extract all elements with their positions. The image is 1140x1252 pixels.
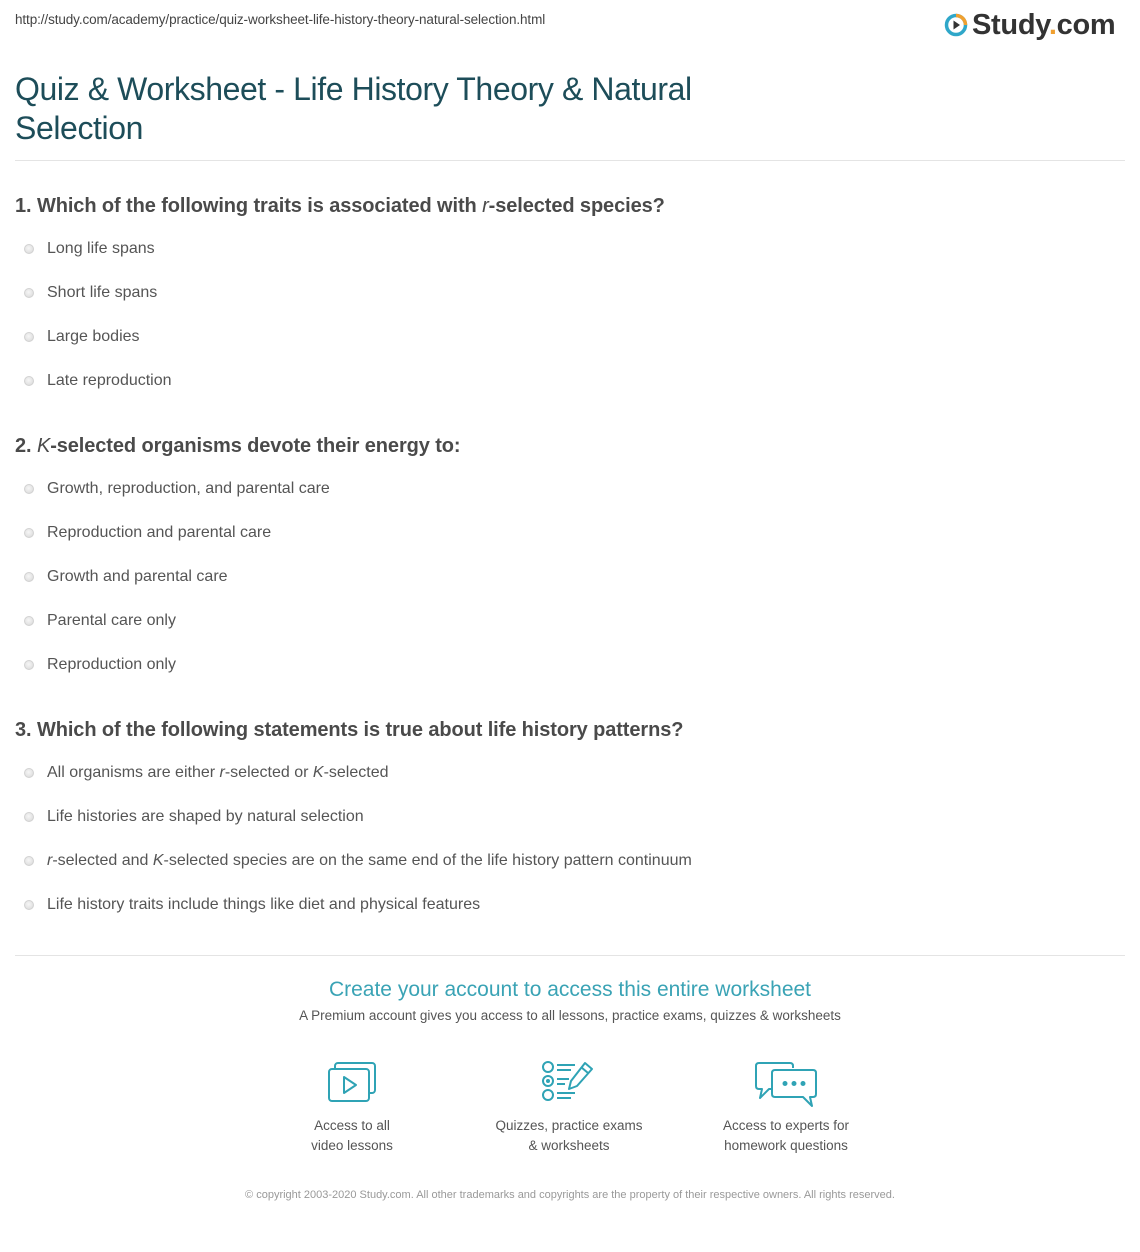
radio-button[interactable]: [24, 288, 34, 298]
answer-option[interactable]: Long life spans: [15, 227, 665, 271]
radio-button[interactable]: [24, 332, 34, 342]
answer-option[interactable]: Reproduction only: [15, 643, 460, 687]
answer-option[interactable]: Reproduction and parental care: [15, 511, 460, 555]
video-lessons-icon: [326, 1060, 378, 1106]
question-text: 3. Which of the following statements is true about life history patterns?: [15, 719, 684, 741]
answer-option[interactable]: Life history traits include things like diet and physical features: [15, 883, 692, 927]
question-text: 2. K-selected organisms devote their energy to:: [15, 435, 461, 457]
cta-divider: [15, 955, 1125, 956]
answer-option[interactable]: Growth, reproduction, and parental care: [15, 467, 460, 511]
cta-subtitle: A Premium account gives you access to all lessons, practice exams, quizzes & worksheets: [299, 1008, 841, 1023]
feature-experts: Access to experts for homework questions: [686, 1060, 886, 1156]
answer-option[interactable]: r-selected and K-selected species are on the same end of the life history pattern continuum: [15, 839, 692, 883]
radio-button[interactable]: [24, 812, 34, 822]
copyright-footer: © copyright 2003-2020 Study.com. All other trademarks and copyrights are the property of their respective owners. All rights reserved.: [245, 1189, 895, 1201]
study-logo[interactable]: [944, 9, 1115, 41]
radio-button[interactable]: [24, 856, 34, 866]
answer-option[interactable]: Life histories are shaped by natural selection: [15, 795, 692, 839]
quiz-checklist-icon: [541, 1060, 597, 1106]
answer-option[interactable]: Short life spans: [15, 271, 665, 315]
question-text: 1. Which of the following traits is associated with r-selected species?: [15, 195, 665, 217]
question-3: [15, 718, 692, 927]
radio-button[interactable]: [24, 768, 34, 778]
radio-button[interactable]: [24, 900, 34, 910]
answer-option[interactable]: Growth and parental care: [15, 555, 460, 599]
answer-option[interactable]: Late reproduction: [15, 359, 665, 403]
answer-option[interactable]: Parental care only: [15, 599, 460, 643]
question-2: [15, 434, 460, 687]
radio-button[interactable]: [24, 244, 34, 254]
title-divider: [15, 160, 1125, 161]
answer-option[interactable]: Large bodies: [15, 315, 665, 359]
page-title: Quiz & Worksheet - Life History Theory & Natural Selection: [15, 71, 692, 146]
logo-wordmark: Study.com: [972, 8, 1116, 41]
radio-button[interactable]: [24, 572, 34, 582]
play-circle-icon: [944, 13, 968, 37]
radio-button[interactable]: [24, 376, 34, 386]
radio-button[interactable]: [24, 660, 34, 670]
page-url: http://study.com/academy/practice/quiz-worksheet-life-history-theory-natural-selection.html: [15, 12, 546, 27]
chat-bubbles-icon: [754, 1060, 818, 1110]
feature-video-lessons: Access to all video lessons: [252, 1060, 452, 1156]
question-1: [15, 194, 665, 403]
answer-option[interactable]: All organisms are either r-selected or K-selected: [15, 751, 692, 795]
radio-button[interactable]: [24, 616, 34, 626]
feature-quizzes: Quizzes, practice exams & worksheets: [469, 1060, 669, 1156]
radio-button[interactable]: [24, 528, 34, 538]
radio-button[interactable]: [24, 484, 34, 494]
create-account-link[interactable]: Create your account to access this entire worksheet: [328, 978, 812, 1001]
